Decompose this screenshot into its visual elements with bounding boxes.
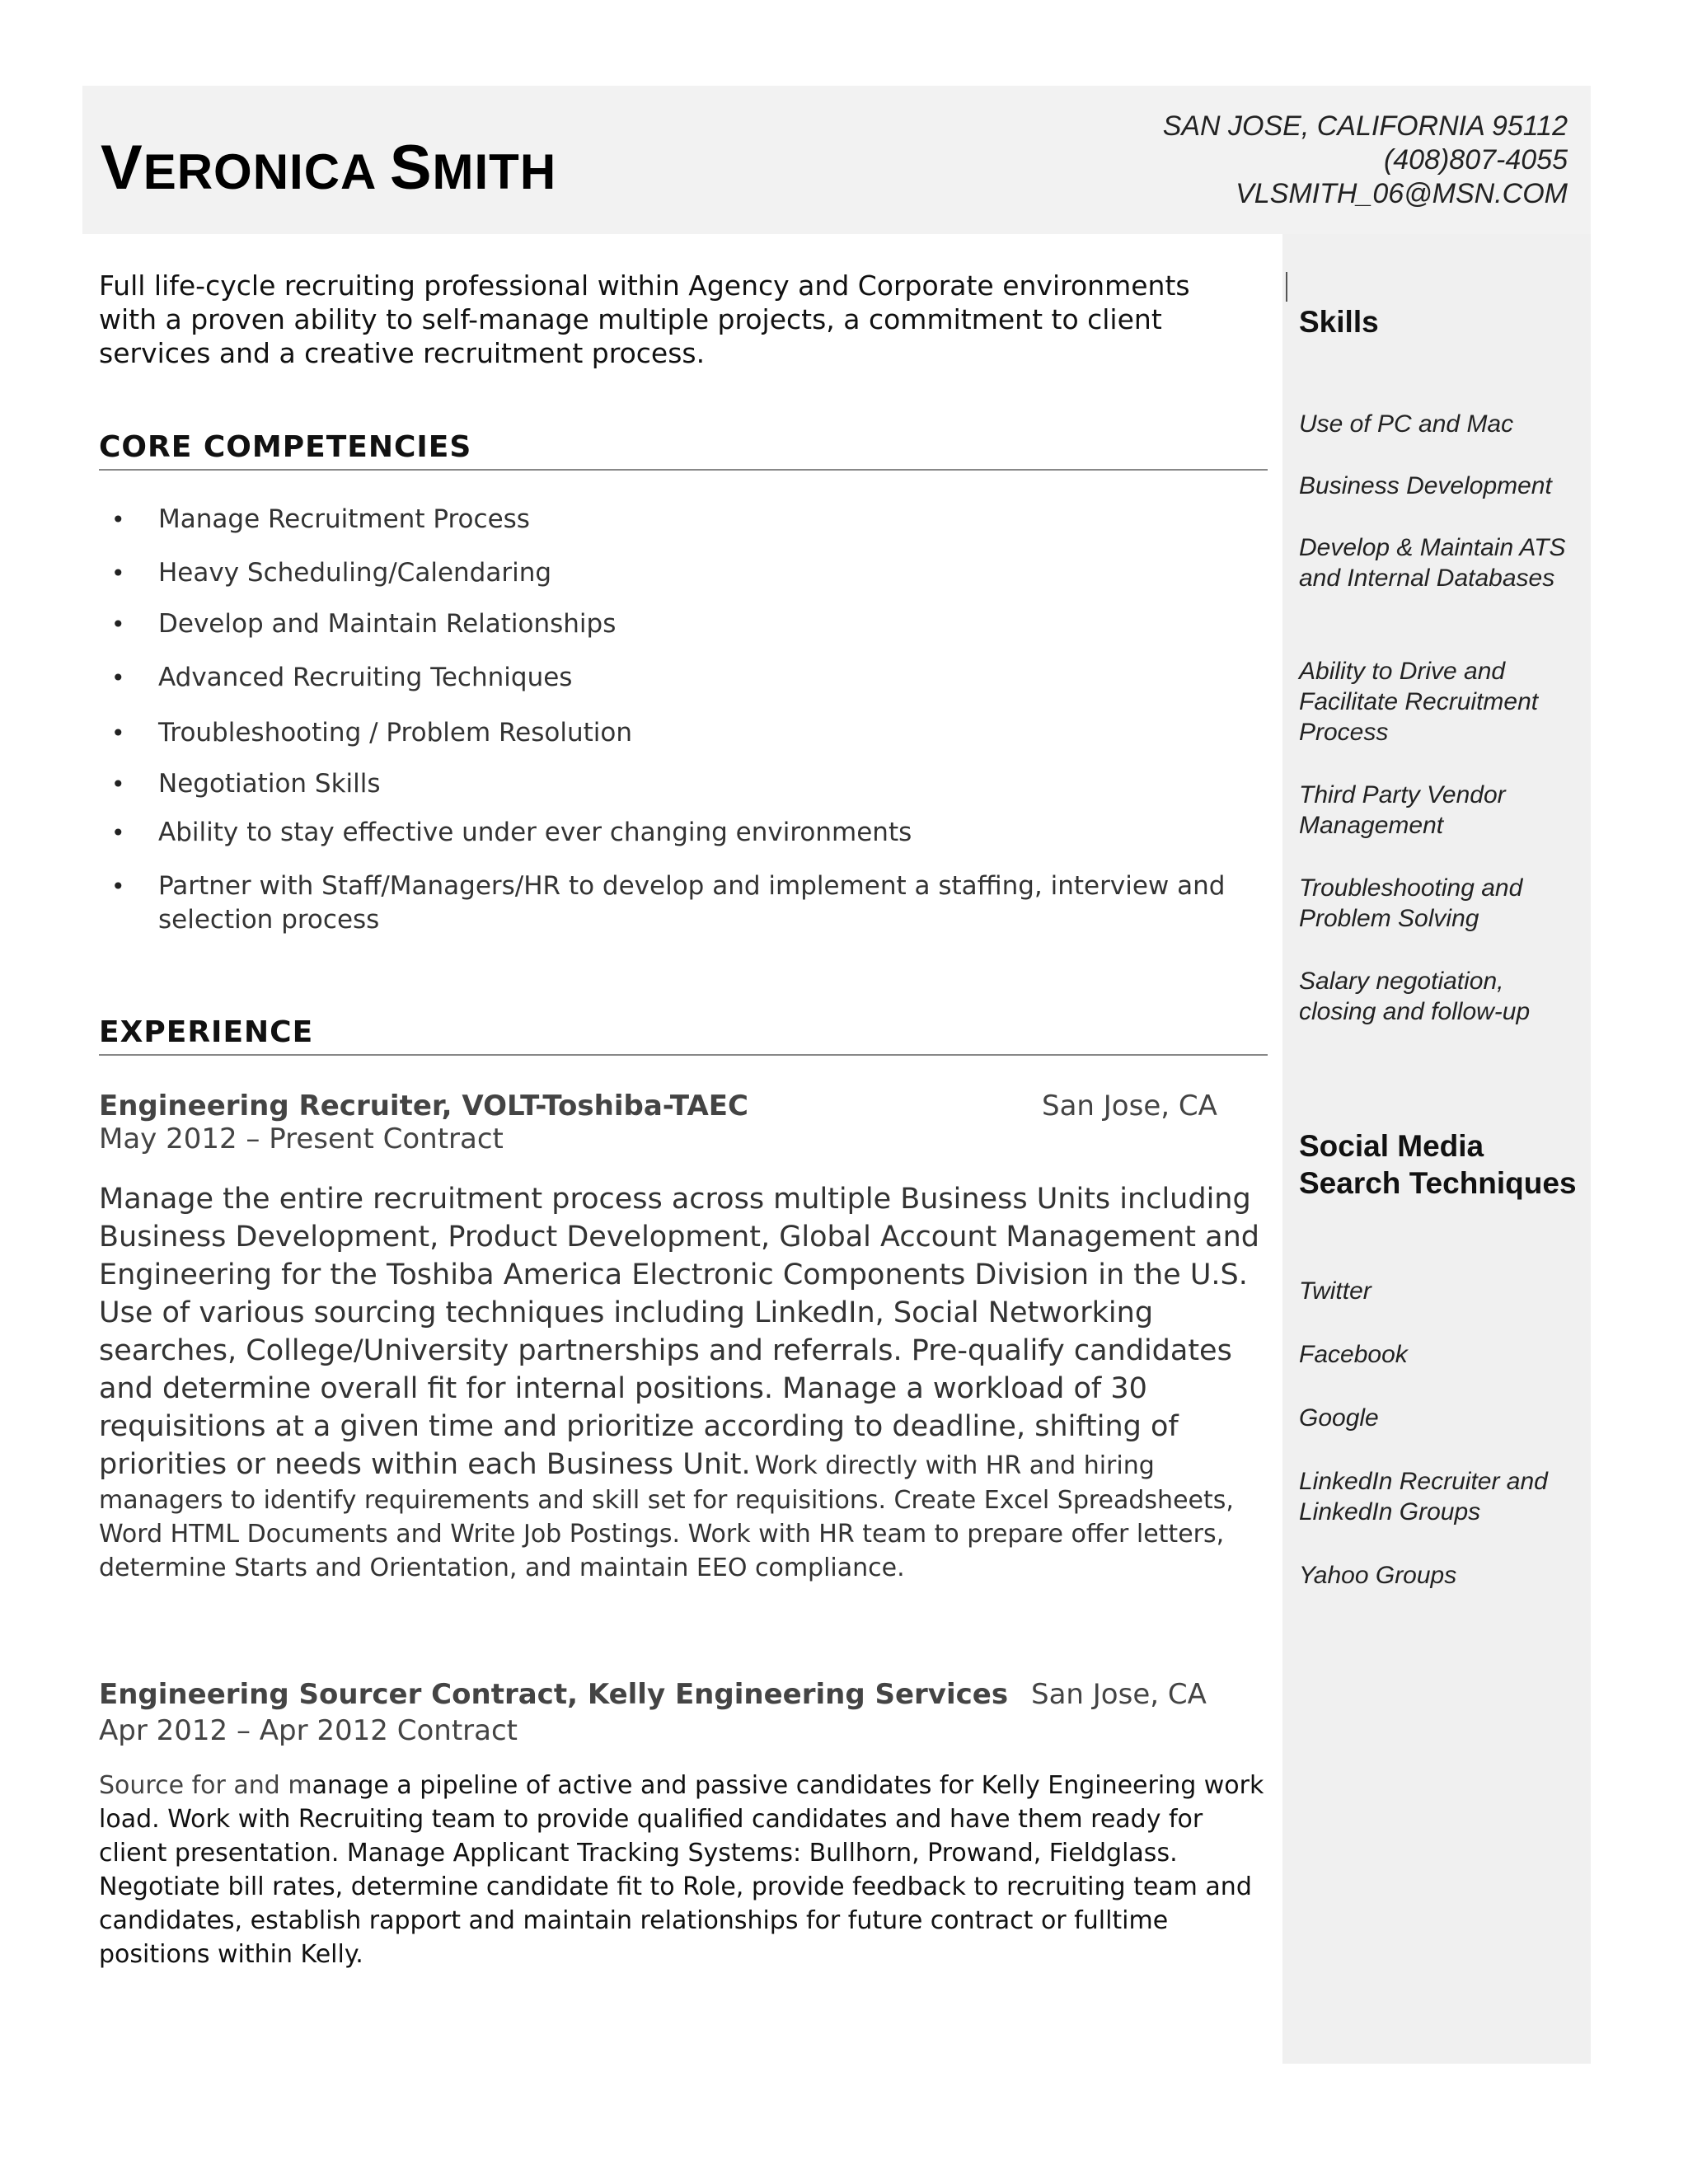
section-title-experience: EXPERIENCE: [99, 1015, 1268, 1056]
job-dates: May 2012 – Present Contract: [99, 1122, 504, 1155]
job-dates: Apr 2012 – Apr 2012 Contract: [99, 1714, 518, 1747]
list-item: Facebook: [1299, 1341, 1408, 1368]
list-item: Troubleshooting and Problem Solving: [1299, 874, 1523, 932]
bullet-icon: •: [111, 506, 125, 533]
job-description: Manage the entire recruitment process across multiple Business Units including Business Development, Product Development, Global Account Management and Engineering for the Toshiba America Electronic Components Division in the U.S. Use of various sourcing techniques including LinkedIn, Social Networking searches, College/University partnerships and referrals. Pre-qualify candidates and determine overall fit for internal positions. Manage a workload of 30 requisitions at a given time and prioritize according to deadline, shifting of priorities or needs within each Business Unit. Work directly with HR and hiring managers to identify requirements and skill set for requisitions. Create Excel Spreadsheets, Word HTML Documents and Write Job Postings. Work with HR team to prepare offer letters, determine Starts and Orientation, and maintain EEO compliance.: [99, 1183, 1259, 1582]
email: VLSMITH_06@MSN.COM: [1236, 178, 1568, 209]
list-item: • Ability to stay effective under ever changing environments: [99, 816, 1230, 850]
list-item: LinkedIn Recruiter and LinkedIn Groups: [1299, 1468, 1548, 1526]
list-item: Salary negotiation, closing and follow-up: [1299, 968, 1531, 1025]
address: SAN JOSE, CALIFORNIA 95112: [1162, 110, 1568, 142]
list-item: • Develop and Maintain Relationships: [99, 607, 1230, 641]
list-item: Develop & Maintain ATS and Internal Databases: [1299, 534, 1566, 592]
list-item: Use of PC and Mac: [1299, 410, 1514, 438]
bullet-icon: •: [111, 771, 125, 798]
list-item: • Troubleshooting / Problem Resolution: [99, 716, 1230, 750]
list-item: Yahoo Groups: [1299, 1562, 1457, 1589]
list-item: Google: [1299, 1404, 1379, 1432]
section-title-competencies: CORE COMPETENCIES: [99, 430, 1268, 471]
list-item: Third Party Vendor Management: [1299, 781, 1506, 839]
bullet-icon: •: [111, 611, 125, 638]
bullet-icon: •: [111, 873, 125, 900]
list-item: • Negotiation Skills: [99, 767, 1230, 801]
bullet-icon: •: [111, 719, 125, 747]
job-title: Engineering Sourcer Contract, Kelly Engineering Services: [99, 1678, 1009, 1711]
bullet-icon: •: [111, 664, 125, 691]
contact-block: [1163, 110, 1568, 211]
phone: (408)807-4055: [1383, 144, 1568, 176]
divider-mark: [1286, 272, 1287, 302]
skills-title: Skills: [1299, 305, 1379, 339]
job-description: Source for and manage a pipeline of active and passive candidates for Kelly Engineering work load. Work with Recruiting team to provide qualified candidates and have them ready for client presentation. Manage Applicant Tracking Systems: Bullhorn, Prowand, Fieldglass. Negotiate bill rates, determine candidate fit to Role, provide feedback to recruiting team and candidates, establish rapport and maintain relationships for future contract or fulltime positions within Kelly.: [99, 1771, 1264, 1969]
candidate-name: VERONICA SMITH: [101, 133, 557, 203]
list-item: • Partner with Staff/Managers/HR to develop and implement a staffing, interview and selection process: [111, 871, 1226, 935]
list-item: • Advanced Recruiting Techniques: [99, 661, 1230, 695]
list-item: • Heavy Scheduling/Calendaring: [99, 556, 1230, 590]
social-title: Social Media Search Techniques: [1299, 1129, 1577, 1200]
list-item: Twitter: [1299, 1277, 1372, 1305]
summary: Full life-cycle recruiting professional within Agency and Corporate environments with a proven ability to self-manage multiple projects, a commitment to client services and a creative recruitment process.: [99, 269, 1190, 369]
bullet-icon: •: [111, 819, 125, 846]
job-location: San Jose, CA: [1042, 1090, 1217, 1122]
job-location: San Jose, CA: [1031, 1678, 1207, 1711]
bullet-icon: •: [111, 560, 125, 587]
list-item: • Manage Recruitment Process: [99, 503, 1230, 537]
list-item: Business Development: [1299, 472, 1552, 499]
job-title: Engineering Recruiter, VOLT-Toshiba-TAEC: [99, 1090, 748, 1122]
list-item: Ability to Drive and Facilitate Recruitment Process: [1299, 658, 1539, 746]
